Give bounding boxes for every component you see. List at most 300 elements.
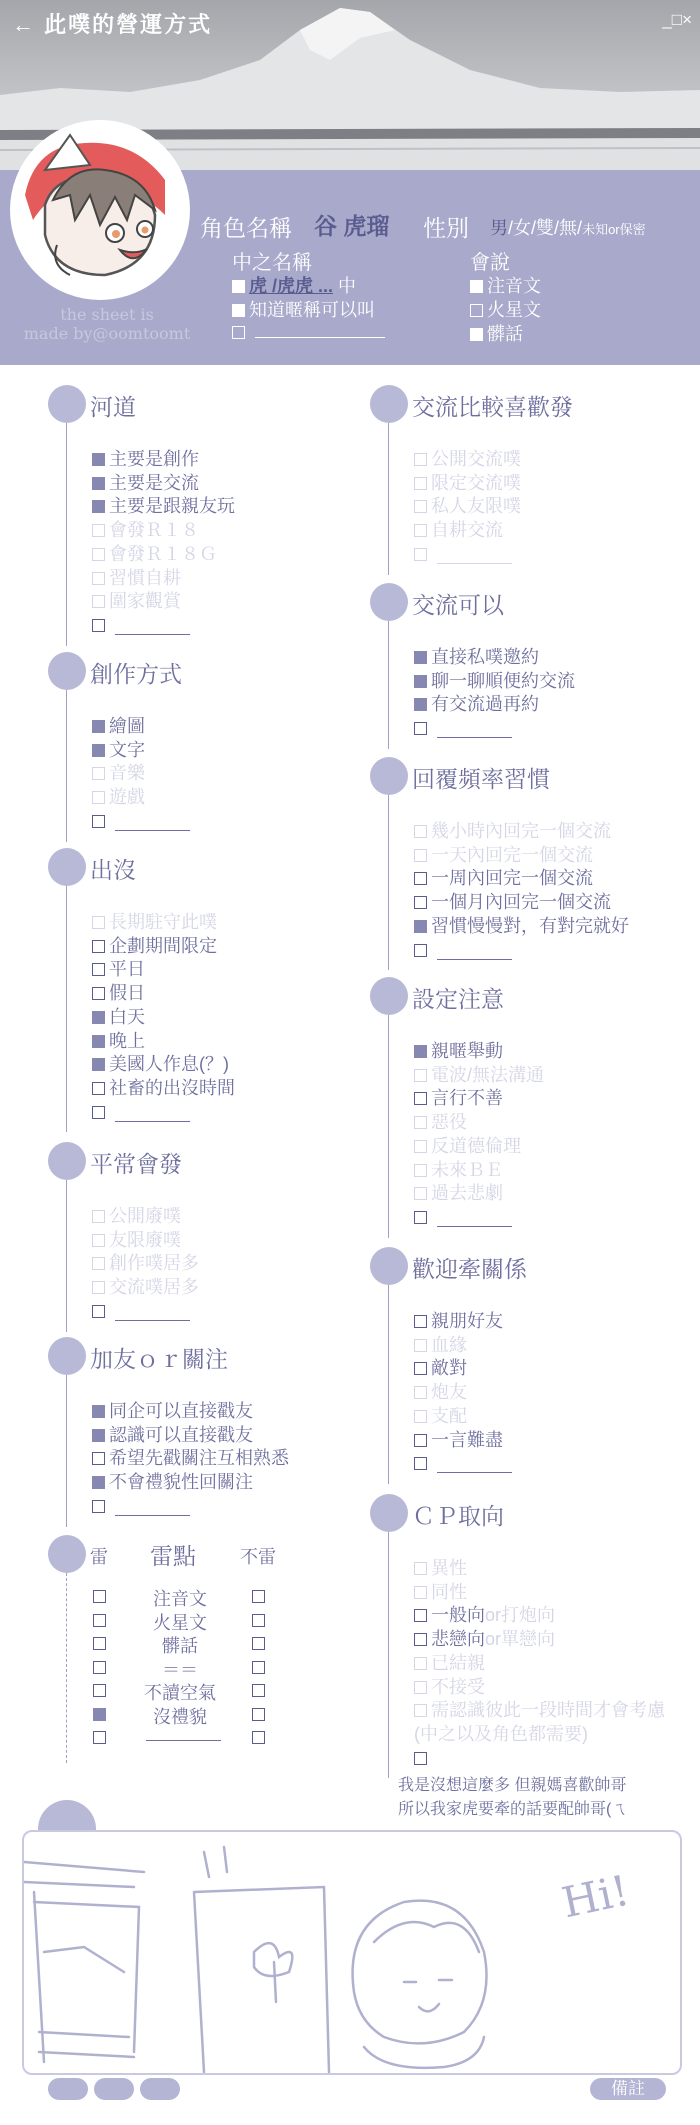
section-dot-icon <box>48 848 86 886</box>
checklist-label: 會發Ｒ１８ <box>109 520 199 541</box>
checkbox-checked[interactable] <box>92 453 105 466</box>
title-text: 此噗的營運方式 <box>44 12 213 37</box>
checklist-label: 需認識彼此一段時間才會考慮 <box>431 1700 665 1721</box>
checklist-label: 自耕交流 <box>431 520 503 541</box>
checklist-item[interactable] <box>92 1495 190 1517</box>
checklist-item[interactable] <box>92 448 199 470</box>
checklist-item[interactable] <box>414 1206 512 1228</box>
checkbox[interactable] <box>414 1657 427 1670</box>
checkbox[interactable] <box>414 1457 427 1470</box>
checklist-item[interactable] <box>414 1159 503 1181</box>
checklist-item[interactable] <box>414 1723 588 1745</box>
checklist-item[interactable] <box>92 472 199 494</box>
safe-checkbox[interactable] <box>252 1590 265 1603</box>
checklist-item[interactable] <box>414 915 629 937</box>
checklist-item[interactable] <box>414 543 512 565</box>
section-connector-line <box>388 795 389 970</box>
checklist-item[interactable] <box>92 958 145 980</box>
checklist-label: 晚上 <box>109 1030 145 1051</box>
checkbox[interactable] <box>414 1362 427 1375</box>
checklist-item[interactable] <box>414 1357 467 1379</box>
checklist-item[interactable] <box>414 1087 503 1109</box>
section-connector-line <box>388 621 389 749</box>
checkbox[interactable] <box>414 944 427 957</box>
section-connector-line <box>66 886 67 1132</box>
checklist-item[interactable] <box>414 867 593 889</box>
checklist-label: 一天內回完一個交流 <box>431 844 593 865</box>
checklist-label: 公開交流噗 <box>431 449 521 469</box>
checklist-item[interactable] <box>92 1424 253 1446</box>
checkbox[interactable] <box>92 791 105 804</box>
mine-checkbox[interactable] <box>93 1731 106 1744</box>
checkbox[interactable] <box>92 1106 105 1119</box>
checklist-suffix: or打炮向 <box>485 1605 556 1626</box>
checkbox[interactable] <box>92 572 105 585</box>
mines-row-label: 髒話 <box>162 1636 198 1656</box>
speak-item <box>470 296 541 322</box>
checklist-item[interactable] <box>92 590 181 612</box>
checklist-label: 主要是創作 <box>109 449 199 469</box>
checkbox[interactable] <box>92 524 105 537</box>
blank-line[interactable] <box>437 724 512 738</box>
blank-line[interactable] <box>115 1307 190 1321</box>
checkbox[interactable] <box>414 1092 427 1105</box>
checklist-item[interactable] <box>92 1252 199 1274</box>
checklist-item[interactable] <box>414 939 512 961</box>
checkbox-checked[interactable] <box>92 1035 105 1048</box>
checkbox[interactable] <box>414 1315 427 1328</box>
checklist-item[interactable] <box>414 1381 467 1403</box>
checklist-label: 習慣自耕 <box>109 567 181 588</box>
checkbox[interactable] <box>414 524 427 537</box>
checkbox[interactable] <box>414 1681 427 1694</box>
checkbox[interactable] <box>232 326 245 339</box>
blank-line[interactable] <box>255 324 385 338</box>
checklist-item[interactable] <box>92 935 217 957</box>
blank-line[interactable] <box>437 1754 512 1768</box>
section-dot-icon <box>48 385 86 423</box>
remark-button[interactable]: 備註 <box>590 2078 666 2100</box>
section-dot-icon <box>48 1535 86 1573</box>
checkbox[interactable] <box>92 548 105 561</box>
mine-checkbox[interactable] <box>93 1684 106 1697</box>
checkbox[interactable] <box>414 722 427 735</box>
checkbox[interactable] <box>414 872 427 885</box>
checkbox[interactable] <box>92 1210 105 1223</box>
footer-tab-button[interactable] <box>140 2078 180 2100</box>
checkbox[interactable] <box>92 595 105 608</box>
checklist-item[interactable] <box>92 1276 199 1298</box>
checkbox[interactable] <box>92 1257 105 1270</box>
checkbox-checked[interactable] <box>92 720 105 733</box>
nakanoname-label: 中之名稱 <box>232 252 312 274</box>
checklist-label: 長期駐守此噗 <box>109 912 217 932</box>
checklist-label: 同企可以直接戳友 <box>109 1401 253 1421</box>
checklist-item[interactable] <box>414 1676 485 1698</box>
section-title: 加友ｏｒ關注 <box>90 1346 228 1372</box>
safe-checkbox[interactable] <box>252 1637 265 1650</box>
checkbox[interactable] <box>414 1633 427 1646</box>
checklist-label: 支配 <box>431 1405 467 1426</box>
checklist-label: 美國人作息(？) <box>109 1054 229 1075</box>
nakanoname-text: 知道暱稱可以叫 <box>249 300 375 320</box>
checklist-label: 社畜的出沒時間 <box>109 1077 235 1098</box>
checkbox[interactable] <box>92 1234 105 1247</box>
gender-label: 性別 <box>423 215 469 241</box>
checklist-item[interactable] <box>414 1334 467 1356</box>
checkbox[interactable] <box>414 1187 427 1200</box>
section-dot-icon <box>48 652 86 690</box>
checkbox-checked[interactable] <box>92 1011 105 1024</box>
note-line: 所以我家虎要牽的話要配帥哥(ㄟ <box>398 1801 628 1818</box>
checklist-item[interactable] <box>414 1699 665 1721</box>
checklist-label: 幾小時內回完一個交流 <box>431 821 611 841</box>
checklist-item[interactable] <box>92 1006 145 1028</box>
checklist-item[interactable] <box>414 495 521 517</box>
checklist-item[interactable] <box>414 844 593 866</box>
checklist-label: 同性 <box>431 1581 467 1602</box>
checklist-item[interactable] <box>92 739 145 761</box>
speak-item <box>470 320 523 346</box>
gender-separator: / <box>577 218 583 238</box>
checkbox-checked[interactable] <box>232 280 245 293</box>
sheet-credit <box>12 305 202 343</box>
nakanoname-item <box>232 296 375 322</box>
mines-title: 雷點 <box>150 1543 196 1569</box>
checklist-label: 認識可以直接戳友 <box>109 1424 253 1445</box>
checklist-label: 文字 <box>109 739 145 760</box>
checkbox[interactable] <box>414 1339 427 1352</box>
back-arrow-icon[interactable]: ← <box>12 12 36 37</box>
section-connector-line <box>66 1375 67 1527</box>
checklist-item[interactable] <box>92 911 217 933</box>
name-label: 角色名稱 <box>200 215 292 241</box>
checklist-item[interactable] <box>92 1471 253 1493</box>
section-dot-icon <box>370 385 408 423</box>
section-dot-icon <box>370 1494 408 1532</box>
speak-text: 注音文 <box>487 276 541 296</box>
checklist-item[interactable] <box>414 448 521 470</box>
checklist-item[interactable] <box>414 1111 467 1133</box>
mine-checkbox[interactable] <box>93 1637 106 1650</box>
mine-checkbox-checked[interactable] <box>93 1708 106 1721</box>
blank-line[interactable] <box>437 946 512 960</box>
blank-line[interactable] <box>115 1108 190 1122</box>
blank-line[interactable] <box>146 1727 221 1741</box>
checkbox[interactable] <box>414 500 427 513</box>
section-connector-line <box>66 1180 67 1332</box>
gender-options <box>490 214 646 240</box>
checklist-label: 限定交流噗 <box>431 472 521 493</box>
checkbox[interactable] <box>414 1586 427 1599</box>
credit-line: made by@oomtoomt <box>23 324 191 343</box>
checkbox-checked[interactable] <box>92 744 105 757</box>
checklist-item[interactable] <box>414 693 539 715</box>
section-dot-icon <box>370 757 408 795</box>
checklist-item[interactable] <box>414 1182 503 1204</box>
checkbox[interactable] <box>414 477 427 490</box>
checkbox[interactable] <box>414 1704 427 1717</box>
checkbox[interactable] <box>414 825 427 838</box>
section-connector-line <box>388 1015 389 1238</box>
gender-option[interactable]: 雙 <box>536 218 555 238</box>
checklist-label: 親朋好友 <box>431 1311 503 1331</box>
safe-checkbox[interactable] <box>252 1684 265 1697</box>
nakanoname-suffix: 中 <box>338 276 357 296</box>
checkbox[interactable] <box>414 548 427 561</box>
mines-row-label: 注音文 <box>153 1589 207 1609</box>
checkbox-checked[interactable] <box>470 328 483 341</box>
checkbox-checked[interactable] <box>92 1058 105 1071</box>
checkbox[interactable] <box>92 1500 105 1513</box>
section-title: 平常會發 <box>90 1151 182 1177</box>
checklist-label: 平日 <box>109 959 145 980</box>
section-title: 河道 <box>90 394 136 420</box>
checkbox[interactable] <box>414 1752 427 1765</box>
blank-line[interactable] <box>115 817 190 831</box>
checklist-item[interactable] <box>414 519 503 541</box>
section-dot-icon <box>370 977 408 1015</box>
checklist-label: 一周內回完一個交流 <box>431 868 593 889</box>
checklist-item[interactable] <box>92 1053 229 1075</box>
checklist-label: 異性 <box>431 1558 467 1578</box>
checklist-label: 希望先戳關注互相熟悉 <box>109 1448 289 1469</box>
checklist-label: 言行不善 <box>431 1088 503 1109</box>
checklist-item[interactable] <box>92 495 235 517</box>
checkbox-checked[interactable] <box>414 651 427 664</box>
checkbox[interactable] <box>92 940 105 953</box>
checklist-label: 炮友 <box>431 1382 467 1403</box>
checklist-label: 友限廢噗 <box>109 1229 181 1250</box>
checkbox[interactable] <box>414 1211 427 1224</box>
checklist-item[interactable] <box>92 1077 235 1099</box>
mines-row-label: 火星文 <box>153 1612 207 1633</box>
checklist-item[interactable] <box>414 1604 555 1626</box>
checklist-item[interactable] <box>92 786 145 808</box>
checklist-item[interactable] <box>414 646 539 668</box>
checklist-label: 敵對 <box>431 1358 467 1379</box>
checklist-label: 一般向 <box>431 1605 485 1626</box>
checklist-label: 過去悲劇 <box>431 1183 503 1204</box>
checklist-label: 主要是跟親友玩 <box>109 496 235 517</box>
checkbox-checked[interactable] <box>92 500 105 513</box>
checkbox-checked[interactable] <box>470 280 483 293</box>
checklist-label: 未來ＢＥ <box>431 1159 503 1180</box>
drawing-area <box>22 1830 682 2075</box>
safe-checkbox[interactable] <box>252 1708 265 1721</box>
checklist-item[interactable] <box>414 1581 467 1603</box>
footer-tab-button[interactable] <box>94 2078 134 2100</box>
doodle-text: Hi! <box>557 1865 634 1928</box>
avatar <box>10 120 190 300</box>
checkbox[interactable] <box>414 1116 427 1129</box>
checklist-label: 電波/無法溝通 <box>431 1064 545 1085</box>
section-dot-icon <box>370 1247 408 1285</box>
safe-checkbox[interactable] <box>252 1614 265 1627</box>
checkbox[interactable] <box>414 1069 427 1082</box>
checklist-item[interactable] <box>414 1452 512 1474</box>
checklist-label: 圍家觀賞 <box>109 591 181 612</box>
checkbox-checked[interactable] <box>414 1045 427 1058</box>
checkbox-checked[interactable] <box>232 304 245 317</box>
checkbox[interactable] <box>92 987 105 1000</box>
checkbox-checked[interactable] <box>92 1405 105 1418</box>
checklist-item[interactable] <box>92 1030 145 1052</box>
speak-item <box>470 272 541 298</box>
checkbox[interactable] <box>414 1164 427 1177</box>
gender-option-selected[interactable]: 男 <box>490 218 508 238</box>
checklist-item[interactable] <box>92 810 190 832</box>
gender-option[interactable]: 未知or保密 <box>582 222 646 237</box>
blank-line[interactable] <box>437 1213 512 1227</box>
checklist-item[interactable] <box>92 1101 190 1123</box>
checkbox[interactable] <box>92 1281 105 1294</box>
checkbox[interactable] <box>414 453 427 466</box>
checkbox[interactable] <box>414 1562 427 1575</box>
checklist-label: 遊戲 <box>109 787 145 808</box>
checklist-label: 血緣 <box>431 1334 467 1355</box>
blank-line[interactable] <box>115 621 190 635</box>
checklist-item[interactable] <box>92 543 217 565</box>
checkbox-checked[interactable] <box>92 1429 105 1442</box>
footer-tab-button[interactable] <box>48 2078 88 2100</box>
checkbox[interactable] <box>92 767 105 780</box>
checklist-label: 創作噗居多 <box>109 1253 199 1274</box>
mines-col-safe: 不雷 <box>240 1547 276 1567</box>
section-title: 交流比較喜歡發 <box>412 394 573 420</box>
gender-separator: / <box>531 218 537 238</box>
checklist-item[interactable] <box>92 715 145 737</box>
checklist-label: 親暱舉動 <box>431 1041 503 1061</box>
blank-line[interactable] <box>437 550 512 564</box>
checklist-item[interactable] <box>92 567 181 589</box>
checklist-suffix: or單戀向 <box>485 1629 556 1650</box>
speak-text: 髒話 <box>487 324 523 344</box>
checklist-item[interactable] <box>414 670 575 692</box>
section-connector-line <box>66 690 67 842</box>
checklist-label: 習慣慢慢對，有對完就好 <box>431 915 629 936</box>
checkbox[interactable] <box>92 963 105 976</box>
checkbox[interactable] <box>92 916 105 929</box>
mines-col-mine: 雷 <box>90 1547 108 1567</box>
gender-separator: / <box>508 218 514 238</box>
checkbox[interactable] <box>414 1434 427 1447</box>
checklist-label: 會發Ｒ１８Ｇ <box>109 543 217 564</box>
checkbox-checked[interactable] <box>414 698 427 711</box>
checklist-label: 聊一聊順便約交流 <box>431 670 575 691</box>
checklist-label: 不會禮貌性回關注 <box>109 1472 253 1493</box>
checkbox[interactable] <box>92 1082 105 1095</box>
blank-line[interactable] <box>115 1502 190 1516</box>
checklist-item[interactable] <box>414 1064 544 1086</box>
checklist-label: 白天 <box>109 1006 145 1027</box>
gender-option[interactable]: 無 <box>559 218 578 238</box>
section-connector-line <box>388 1285 389 1484</box>
checklist-item[interactable] <box>92 982 145 1004</box>
checklist-item[interactable] <box>414 1135 521 1157</box>
checkbox[interactable] <box>414 1140 427 1153</box>
checkbox-checked[interactable] <box>414 675 427 688</box>
checklist-item[interactable] <box>414 472 521 494</box>
checklist-item[interactable] <box>414 820 611 842</box>
checkbox[interactable] <box>92 1305 105 1318</box>
checkbox[interactable] <box>470 304 483 317</box>
checkbox[interactable] <box>92 1452 105 1465</box>
section-connector-line <box>388 1532 389 1778</box>
checkbox[interactable] <box>414 896 427 909</box>
checklist-label: 主要是交流 <box>109 472 199 493</box>
blank-line[interactable] <box>437 1459 512 1473</box>
checklist-item[interactable] <box>414 717 512 739</box>
checkbox[interactable] <box>414 1609 427 1622</box>
checkbox-checked[interactable] <box>92 1476 105 1489</box>
checkbox[interactable] <box>92 619 105 632</box>
checklist-label: 一個月內回完一個交流 <box>431 892 611 913</box>
checklist-item[interactable] <box>92 1300 190 1322</box>
checklist-item[interactable] <box>92 614 190 636</box>
checklist-label: 私人友限噗 <box>431 496 521 517</box>
checkbox[interactable] <box>414 1386 427 1399</box>
checklist-label: 直接私噗邀約 <box>431 647 539 667</box>
checklist-item[interactable] <box>414 1040 503 1062</box>
checklist-label: 悲戀向 <box>431 1629 485 1650</box>
checklist-item[interactable] <box>92 1229 181 1251</box>
safe-checkbox[interactable] <box>252 1731 265 1744</box>
checklist-item[interactable] <box>414 1652 485 1674</box>
checklist-item[interactable] <box>414 1557 467 1579</box>
checkbox[interactable] <box>414 849 427 862</box>
checkbox-checked[interactable] <box>414 920 427 933</box>
checklist-item[interactable] <box>414 1429 503 1451</box>
section-connector-line <box>66 423 67 646</box>
mine-checkbox[interactable] <box>93 1614 106 1627</box>
checklist-item[interactable] <box>92 1447 289 1469</box>
checkbox[interactable] <box>92 815 105 828</box>
checklist-label: 公開廢噗 <box>109 1206 181 1226</box>
checklist-item[interactable] <box>414 1747 512 1769</box>
section-title: 交流可以 <box>412 592 504 618</box>
safe-checkbox[interactable] <box>252 1661 265 1674</box>
checklist-label: 繪圖 <box>109 716 145 736</box>
checklist-item[interactable] <box>414 1405 467 1427</box>
checkbox-checked[interactable] <box>92 477 105 490</box>
nakanoname-item <box>232 322 385 343</box>
section-title: 設定注意 <box>412 986 504 1012</box>
checklist-item[interactable] <box>414 1628 555 1650</box>
checklist-label: 已結親 <box>431 1652 485 1673</box>
doodle-illustration <box>24 1832 682 2075</box>
gender-option[interactable]: 女 <box>513 218 532 238</box>
checklist-item[interactable] <box>414 1310 503 1332</box>
checkbox[interactable] <box>414 1410 427 1423</box>
section-title: 歡迎牽關係 <box>412 1256 527 1282</box>
speak-label: 會說 <box>470 252 510 274</box>
nakanoname-item <box>232 272 356 298</box>
checklist-item[interactable] <box>92 1205 181 1227</box>
mine-checkbox[interactable] <box>93 1661 106 1674</box>
section-dot-icon <box>48 1337 86 1375</box>
checklist-item[interactable] <box>414 891 611 913</box>
note-line: 我是沒想這麼多 但親媽喜歡帥哥 <box>398 1777 627 1794</box>
checklist-item[interactable] <box>92 1400 253 1422</box>
speak-text: 火星文 <box>487 300 541 320</box>
nakanoname-text: 虎 /虎虎 ... <box>249 276 334 296</box>
window-controls-icon[interactable]: _□× <box>662 10 692 29</box>
checklist-item[interactable] <box>92 762 145 784</box>
mine-checkbox[interactable] <box>93 1590 106 1603</box>
checklist-item[interactable] <box>92 519 199 541</box>
checklist-label: 一言難盡 <box>431 1429 503 1450</box>
